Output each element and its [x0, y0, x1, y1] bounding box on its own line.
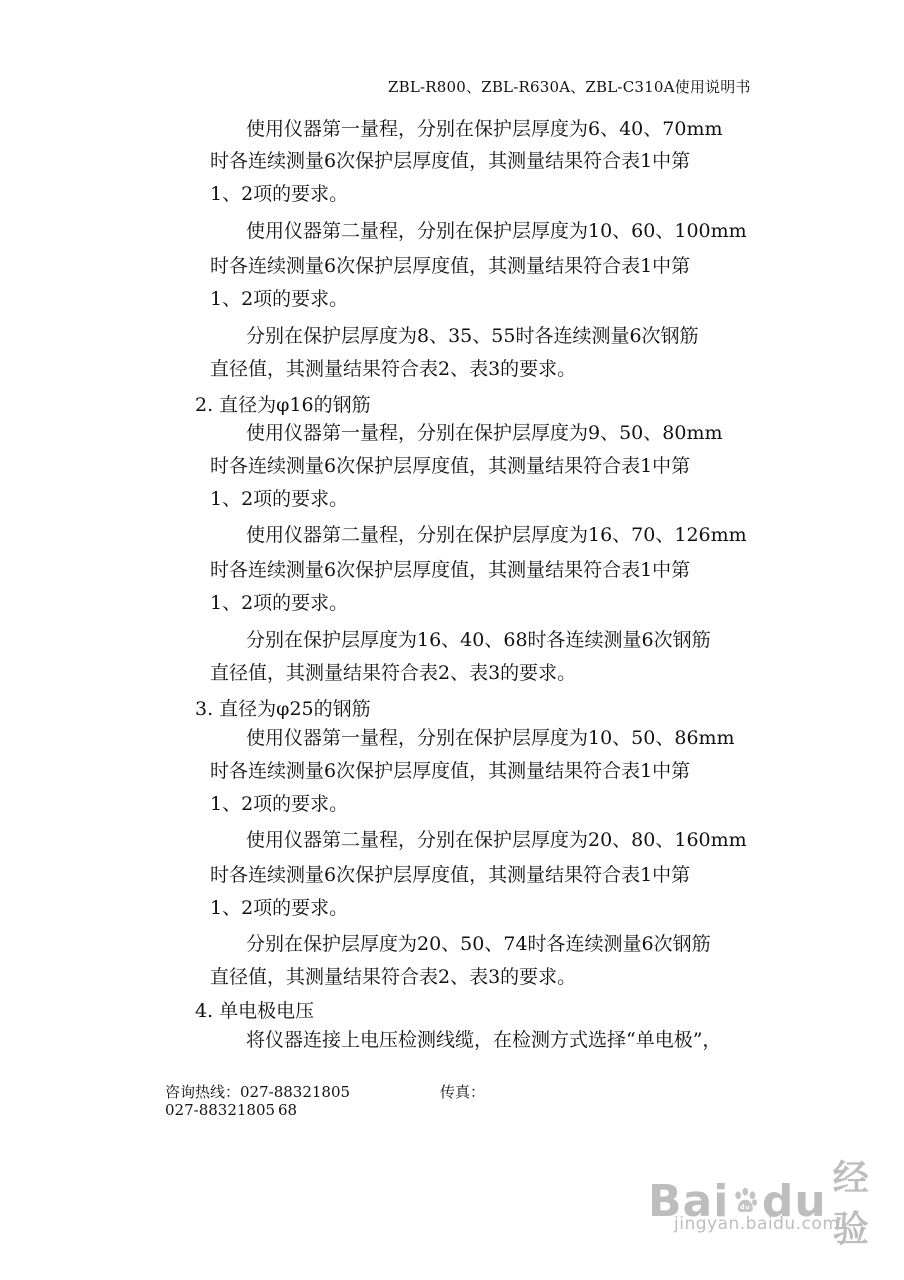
body-line: 分别在保护层厚度为20、50、74时各连续测量6次钢筋 [246, 933, 711, 955]
document-header-title: ZBL-R800、ZBL-R630A、ZBL-C310A使用说明书 [388, 78, 751, 96]
body-line: 时各连续测量6次保护层厚度值，其测量结果符合表1中第 [210, 455, 691, 477]
body-line: 时各连续测量6次保护层厚度值，其测量结果符合表1中第 [210, 559, 691, 581]
body-line: 1、2项的要求。 [210, 592, 349, 614]
watermark-logo [648, 1150, 883, 1252]
body-line: 使用仪器第一量程，分别在保护层厚度为10、50、86mm [246, 727, 735, 749]
body-line: 时各连续测量6次保护层厚度值，其测量结果符合表1中第 [210, 760, 691, 782]
section-heading-2: 2. 直径为φ16的钢筋 [195, 394, 371, 416]
body-line: 使用仪器第一量程，分别在保护层厚度为9、50、80mm [246, 422, 723, 444]
watermark-url: jingyan.baidu.com [674, 1214, 840, 1234]
body-line: 使用仪器第二量程，分别在保护层厚度为16、70、126mm [246, 524, 747, 546]
body-line: 分别在保护层厚度为16、40、68时各连续测量6次钢筋 [246, 629, 711, 651]
body-line: 1、2项的要求。 [210, 488, 349, 510]
body-line: 1、2项的要求。 [210, 897, 349, 919]
footer-hotline: 咨询热线：027-88321805 [165, 1083, 351, 1101]
footer-fax-label: 传真： [440, 1083, 486, 1101]
body-line: 直径值，其测量结果符合表2、表3的要求。 [210, 358, 577, 380]
footer-fax-number: 027-88321805 [165, 1101, 276, 1119]
baidu-jingyan-watermark [628, 1142, 870, 1250]
svg-text:du: du [740, 1202, 751, 1211]
body-line: 1、2项的要求。 [210, 793, 349, 815]
body-line: 直径值，其测量结果符合表2、表3的要求。 [210, 662, 577, 684]
watermark-brand-cn: 经验 [832, 1158, 870, 1250]
watermark-brand-right: du [761, 1175, 827, 1227]
section-heading-3: 3. 直径为φ25的钢筋 [195, 698, 371, 720]
body-line: 时各连续测量6次保护层厚度值，其测量结果符合表1中第 [210, 255, 691, 277]
body-line: 1、2项的要求。 [210, 288, 349, 310]
section-heading-4: 4. 单电极电压 [195, 1000, 315, 1022]
body-line: 使用仪器第二量程，分别在保护层厚度为20、80、160mm [246, 829, 747, 851]
watermark-brand-left: Bai [648, 1175, 730, 1227]
body-line: 直径值，其测量结果符合表2、表3的要求。 [210, 966, 577, 988]
body-line: 使用仪器第一量程，分别在保护层厚度为6、40、70mm [246, 118, 723, 140]
body-line: 时各连续测量6次保护层厚度值，其测量结果符合表1中第 [210, 150, 691, 172]
body-line: 分别在保护层厚度为8、35、55时各连续测量6次钢筋 [246, 325, 699, 347]
body-line: 使用仪器第二量程，分别在保护层厚度为10、60、100mm [246, 220, 747, 242]
body-line: 时各连续测量6次保护层厚度值，其测量结果符合表1中第 [210, 864, 691, 886]
body-line: 将仪器连接上电压检测线缆，在检测方式选择“单电极”， [246, 1029, 722, 1051]
page-number: 68 [278, 1101, 298, 1119]
body-line: 1、2项的要求。 [210, 183, 349, 205]
